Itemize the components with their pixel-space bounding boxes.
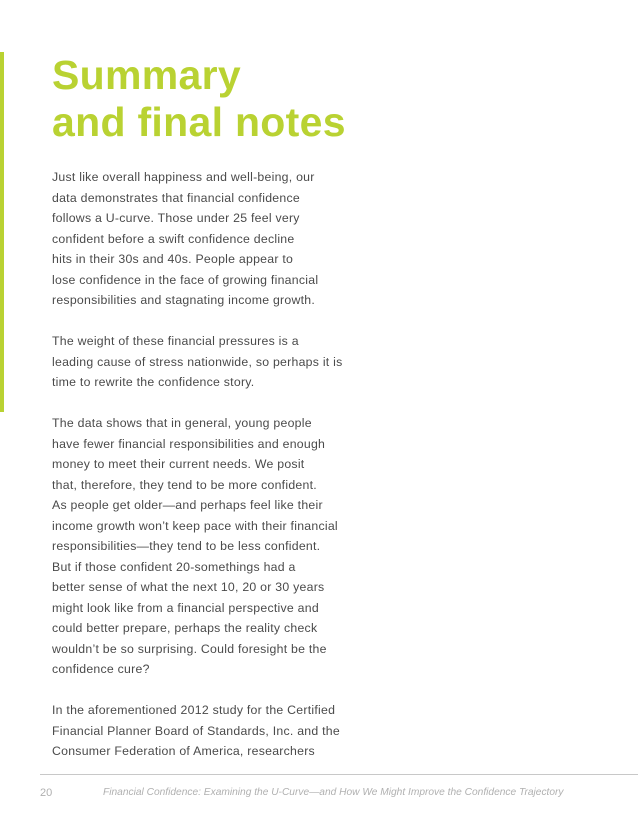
text-line: In the aforementioned 2012 study for the Certified (52, 703, 336, 717)
page-title (52, 52, 346, 146)
text-line: leading cause of stress nationwide, so perhaps it is (52, 354, 343, 369)
text-line: income growth won’t keep pace with their financial (52, 518, 338, 533)
running-title: Financial Confidence: Examining the U-Curve—and How We Might Improve the Confidence Trajectory (103, 787, 564, 798)
text-line: money to meet their current needs. We posit (52, 457, 305, 471)
text-line: follows a U-curve. Those under 25 feel very (52, 211, 300, 225)
text-line: Financial Planner Board of Standards, Inc. and the (52, 723, 340, 738)
text-line: confidence cure? (52, 662, 150, 676)
text-line: responsibilities—they tend to be less confident. (52, 539, 321, 553)
text-line: might look like from a financial perspective and (52, 600, 319, 615)
page-number: 20 (40, 787, 53, 799)
text-line: confident before a swift confidence decline (52, 231, 295, 246)
text-line: As people get older—and perhaps feel like their (52, 498, 323, 512)
text-line: have fewer financial responsibilities and enough (52, 436, 326, 451)
text-line: Consumer Federation of America, researchers (52, 744, 315, 758)
accent-bar (0, 52, 4, 412)
text-line: that, therefore, they tend to be more confident. (52, 477, 317, 492)
text-line: wouldn’t be so surprising. Could foresight be the (52, 641, 327, 656)
text-line: better sense of what the next 10, 20 or 30 years (52, 580, 325, 594)
paragraph-4 (52, 700, 382, 762)
title-line-1: Summary (52, 52, 241, 98)
title-line-2: and final notes (52, 99, 346, 145)
text-line: hits in their 30s and 40s. People appear to (52, 252, 294, 266)
body-text (52, 167, 382, 782)
text-line: lose confidence in the face of growing financial (52, 272, 319, 287)
text-line: Just like overall happiness and well-being, our (52, 170, 315, 184)
text-line: data demonstrates that financial confidence (52, 190, 300, 205)
paragraph-1 (52, 167, 382, 311)
text-line: But if those confident 20-somethings had a (52, 559, 296, 574)
text-line: could better prepare, perhaps the reality check (52, 621, 318, 635)
paragraph-2 (52, 331, 382, 393)
text-line: The data shows that in general, young people (52, 416, 312, 430)
text-line: time to rewrite the confidence story. (52, 375, 255, 389)
text-line: responsibilities and stagnating income growth. (52, 293, 316, 307)
text-line: The weight of these financial pressures is a (52, 334, 299, 348)
paragraph-3 (52, 413, 382, 680)
footer-divider (40, 774, 638, 775)
